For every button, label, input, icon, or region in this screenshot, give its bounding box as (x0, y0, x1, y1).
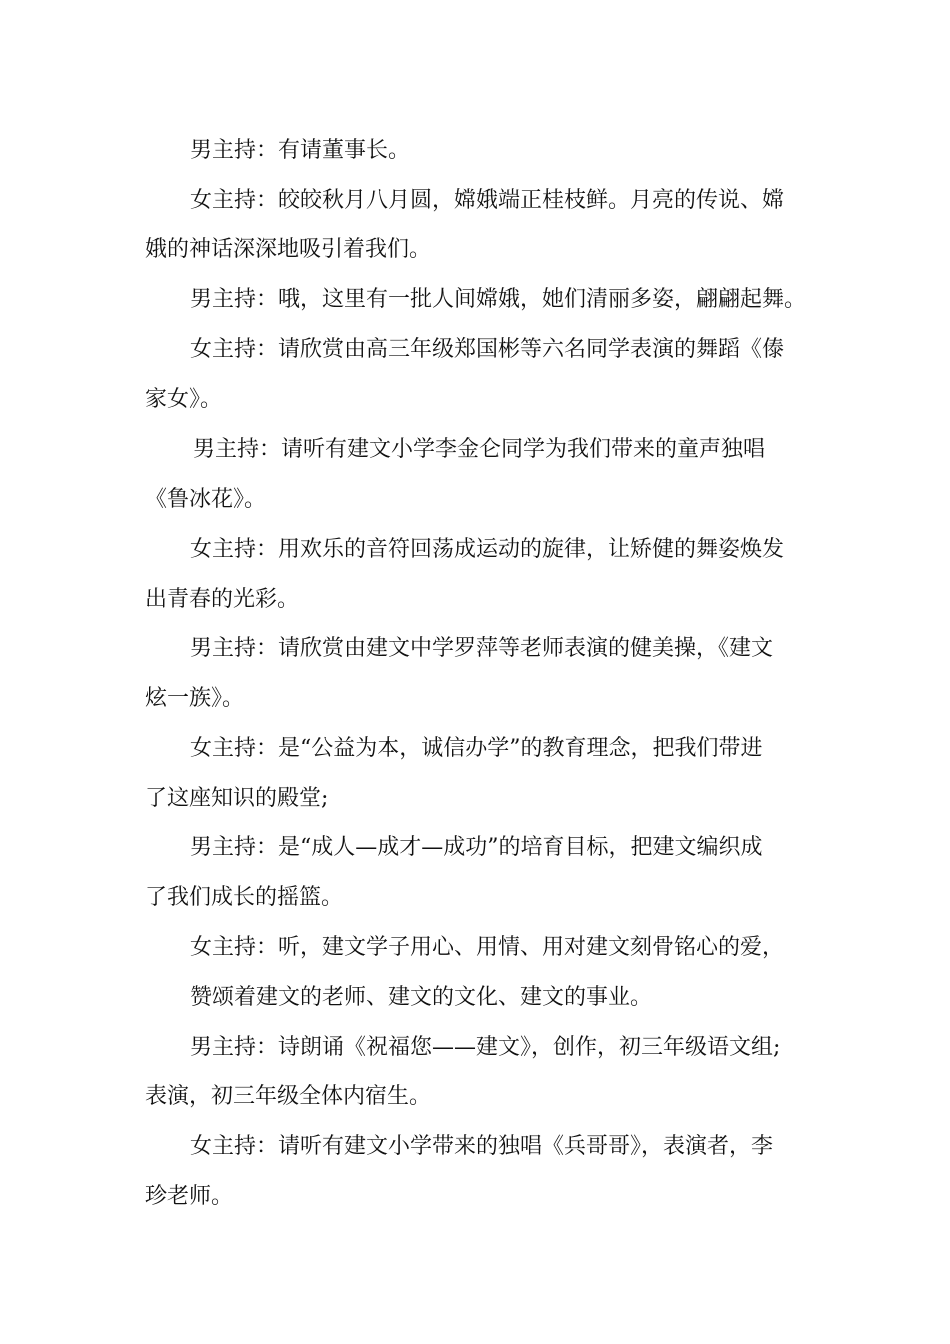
text-line: 炫一族》。 (145, 686, 245, 711)
text-line: 了我们成长的摇篮。 (145, 885, 344, 910)
text-line: 男主持：哦，这里有一批人间嫦娥，她们清丽多姿，翩翩起舞。 (190, 287, 807, 312)
text-line: 女主持：是“公益为本，诚信办学”的教育理念，把我们带进 (190, 736, 763, 761)
text-line: 男主持：请欣赏由建文中学罗萍等老师表演的健美操，《建文 (190, 636, 774, 661)
text-line: 女主持：听，建文学子用心、用情、用对建文刻骨铭心的爱， (190, 935, 785, 960)
text-line: 女主持：请听有建文小学带来的独唱《兵哥哥》，表演者，李 (190, 1134, 774, 1159)
text-line: 男主持：是“成人—成才—成功”的培育目标，把建文编织成 (190, 835, 763, 860)
text-line: 赞颂着建文的老师、建文的文化、建文的事业。 (190, 985, 653, 1010)
text-line: 女主持：请欣赏由高三年级郑国彬等六名同学表演的舞蹈《傣 (190, 337, 785, 362)
text-line: 表演，初三年级全体内宿生。 (145, 1084, 432, 1109)
text-line: 男主持：诗朗诵《祝福您——建文》，创作，初三年级语文组; (190, 1035, 781, 1060)
text-line: 女主持：用欢乐的音符回荡成运动的旋律，让矫健的舞姿焕发 (190, 537, 785, 562)
text-line: 家女》。 (145, 387, 223, 412)
text-line: 出青春的光彩。 (145, 587, 300, 612)
text-line: 女主持：皎皎秋月八月圆，嫦娥端正桂枝鲜。月亮的传说、嫦 (190, 188, 785, 213)
text-line: 了这座知识的殿堂; (145, 786, 329, 811)
text-line: 娥的神话深深地吸引着我们。 (145, 237, 432, 262)
text-line: 男主持：有请董事长。 (190, 138, 411, 163)
text-line: 《鲁冰花》。 (145, 487, 267, 512)
text-line: 珍老师。 (145, 1184, 234, 1209)
text-line: 男主持：请听有建文小学李金仑同学为我们带来的童声独唱 (193, 437, 766, 462)
